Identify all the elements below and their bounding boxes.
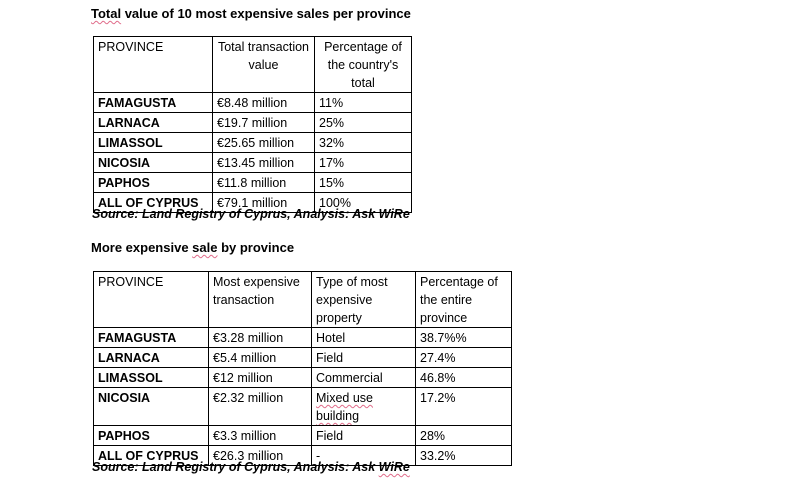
value-cell: €79.1 million [213, 193, 315, 213]
table-row [94, 328, 512, 348]
value-cell: €3.28 million [209, 328, 312, 348]
table2-title-mid: sale [192, 240, 218, 255]
table2-title-post: by province [217, 240, 295, 255]
type-cell: - [312, 446, 416, 466]
table2-title [91, 240, 294, 256]
most-expensive-sale-table [93, 271, 512, 466]
percentage-cell: 33.2% [416, 446, 512, 466]
value-cell: €8.48 million [213, 93, 315, 113]
table-row [94, 133, 412, 153]
header-province: PROVINCE [94, 272, 209, 328]
value-cell: €3.3 million [209, 426, 312, 446]
province-cell: PAPHOS [94, 173, 213, 193]
province-cell: LIMASSOL [94, 133, 213, 153]
type-cell [312, 388, 416, 426]
type-cell: Hotel [312, 328, 416, 348]
percentage-cell: 100% [315, 193, 412, 213]
table2-source-wire: WiRe [378, 460, 410, 474]
table-row [94, 426, 512, 446]
value-cell: €26.3 million [209, 446, 312, 466]
table-row [94, 153, 412, 173]
header-property-type: Type of most expensive property [312, 272, 416, 328]
table2-title-pre: More expensive [91, 240, 193, 255]
percentage-cell: 11% [315, 93, 412, 113]
province-cell: NICOSIA [94, 388, 209, 426]
table1-title-rest: value of 10 most expensive sales per province [121, 6, 411, 21]
value-cell: €11.8 million [213, 173, 315, 193]
header-percentage: Percentage of the entire province [416, 272, 512, 328]
percentage-cell: 17.2% [416, 388, 512, 426]
table1-source: Source: Land Registry of Cyprus, Analysis: Ask WiRe [92, 207, 410, 221]
table-row [94, 173, 412, 193]
percentage-cell: 28% [416, 426, 512, 446]
table-row [94, 368, 512, 388]
table-header-row [94, 272, 512, 328]
header-most-expensive: Most expensive transaction [209, 272, 312, 328]
value-cell: €19.7 million [213, 113, 315, 133]
type-cell: Field [312, 426, 416, 446]
sales-value-table [93, 36, 412, 213]
header-total-value: Total transaction value [213, 37, 315, 93]
value-cell: €5.4 million [209, 348, 312, 368]
percentage-cell: 27.4% [416, 348, 512, 368]
province-cell: ALL OF CYPRUS [94, 193, 213, 213]
table-row [94, 388, 512, 426]
table2-source [92, 459, 410, 475]
percentage-cell: 46.8% [416, 368, 512, 388]
percentage-cell: 25% [315, 113, 412, 133]
header-percentage: Percentage of the country's total [315, 37, 412, 93]
percentage-cell: 32% [315, 133, 412, 153]
table-row [94, 113, 412, 133]
province-cell: NICOSIA [94, 153, 213, 173]
value-cell: €25.65 million [213, 133, 315, 153]
table1-title-first-word: Total [91, 6, 122, 21]
province-cell: LARNACA [94, 348, 209, 368]
province-cell: FAMAGUSTA [94, 328, 209, 348]
value-cell: €2.32 million [209, 388, 312, 426]
percentage-cell: 17% [315, 153, 412, 173]
type-cell: Field [312, 348, 416, 368]
table2-source-pre: Source: Land Registry of Cyprus, Analysis: Ask [92, 460, 379, 474]
value-cell: €12 million [209, 368, 312, 388]
province-cell: FAMAGUSTA [94, 93, 213, 113]
province-cell: PAPHOS [94, 426, 209, 446]
province-cell: ALL OF CYPRUS [94, 446, 209, 466]
percentage-cell: 15% [315, 173, 412, 193]
table-row [94, 93, 412, 113]
province-cell: LARNACA [94, 113, 213, 133]
type-cell-text: Mixed use building [316, 391, 373, 423]
value-cell: €13.45 million [213, 153, 315, 173]
type-cell: Commercial [312, 368, 416, 388]
province-cell: LIMASSOL [94, 368, 209, 388]
table-header-row [94, 37, 412, 93]
table1-title [91, 6, 411, 22]
percentage-cell: 38.7%% [416, 328, 512, 348]
table-row [94, 348, 512, 368]
header-province: PROVINCE [94, 37, 213, 93]
